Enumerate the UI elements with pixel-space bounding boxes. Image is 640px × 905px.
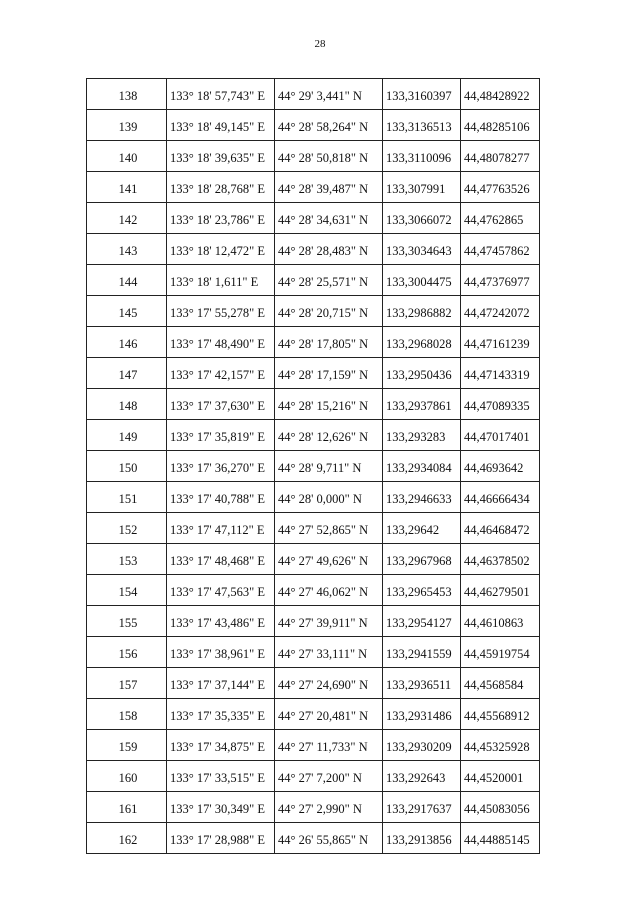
table-row (87, 513, 540, 544)
longitude-decimal-cell: 133,2917637 (383, 792, 461, 823)
latitude-dms-cell: 44° 27' 39,911" N (275, 606, 383, 637)
latitude-decimal-cell: 44,45083056 (461, 792, 540, 823)
longitude-decimal-cell: 133,3136513 (383, 110, 461, 141)
latitude-dms-cell: 44° 28' 25,571" N (275, 265, 383, 296)
longitude-dms-cell: 133° 18' 28,768" E (167, 172, 275, 203)
longitude-decimal-cell: 133,293283 (383, 420, 461, 451)
latitude-dms-cell: 44° 27' 49,626" N (275, 544, 383, 575)
point-number-cell: 144 (87, 265, 167, 296)
longitude-dms-cell: 133° 18' 49,145" E (167, 110, 275, 141)
longitude-dms-cell: 133° 18' 23,786" E (167, 203, 275, 234)
latitude-decimal-cell: 44,46666434 (461, 482, 540, 513)
latitude-dms-cell: 44° 28' 9,711" N (275, 451, 383, 482)
table-row (87, 389, 540, 420)
longitude-decimal-cell: 133,2941559 (383, 637, 461, 668)
latitude-decimal-cell: 44,45325928 (461, 730, 540, 761)
longitude-dms-cell: 133° 17' 30,349" E (167, 792, 275, 823)
latitude-decimal-cell: 44,4762865 (461, 203, 540, 234)
latitude-dms-cell: 44° 28' 34,631" N (275, 203, 383, 234)
latitude-decimal-cell: 44,46378502 (461, 544, 540, 575)
longitude-dms-cell: 133° 17' 42,157" E (167, 358, 275, 389)
longitude-decimal-cell: 133,2968028 (383, 327, 461, 358)
longitude-decimal-cell: 133,2954127 (383, 606, 461, 637)
latitude-decimal-cell: 44,45919754 (461, 637, 540, 668)
table-row (87, 451, 540, 482)
longitude-decimal-cell: 133,2986882 (383, 296, 461, 327)
longitude-dms-cell: 133° 18' 39,635" E (167, 141, 275, 172)
latitude-dms-cell: 44° 27' 33,111" N (275, 637, 383, 668)
latitude-decimal-cell: 44,47242072 (461, 296, 540, 327)
point-number-cell: 151 (87, 482, 167, 513)
latitude-dms-cell: 44° 27' 24,690" N (275, 668, 383, 699)
latitude-decimal-cell: 44,44885145 (461, 823, 540, 854)
latitude-decimal-cell: 44,46468472 (461, 513, 540, 544)
table-row (87, 358, 540, 389)
table-row (87, 110, 540, 141)
longitude-dms-cell: 133° 17' 43,486" E (167, 606, 275, 637)
latitude-decimal-cell: 44,47089335 (461, 389, 540, 420)
latitude-dms-cell: 44° 28' 20,715" N (275, 296, 383, 327)
longitude-decimal-cell: 133,3110096 (383, 141, 461, 172)
latitude-decimal-cell: 44,47161239 (461, 327, 540, 358)
point-number-cell: 138 (87, 79, 167, 110)
page-number: 28 (314, 38, 326, 50)
point-number-cell: 147 (87, 358, 167, 389)
table-row (87, 637, 540, 668)
latitude-decimal-cell: 44,47763526 (461, 172, 540, 203)
longitude-dms-cell: 133° 17' 35,335" E (167, 699, 275, 730)
table-row (87, 606, 540, 637)
latitude-dms-cell: 44° 28' 50,818" N (275, 141, 383, 172)
table-row (87, 296, 540, 327)
longitude-decimal-cell: 133,2950436 (383, 358, 461, 389)
longitude-decimal-cell: 133,3034643 (383, 234, 461, 265)
longitude-decimal-cell: 133,3066072 (383, 203, 461, 234)
latitude-dms-cell: 44° 27' 2,990" N (275, 792, 383, 823)
longitude-decimal-cell: 133,2931486 (383, 699, 461, 730)
latitude-dms-cell: 44° 28' 58,264" N (275, 110, 383, 141)
table-row (87, 203, 540, 234)
latitude-decimal-cell: 44,48285106 (461, 110, 540, 141)
longitude-dms-cell: 133° 17' 47,563" E (167, 575, 275, 606)
latitude-decimal-cell: 44,4693642 (461, 451, 540, 482)
table-row (87, 141, 540, 172)
table-row (87, 792, 540, 823)
latitude-decimal-cell: 44,48078277 (461, 141, 540, 172)
point-number-cell: 145 (87, 296, 167, 327)
latitude-decimal-cell: 44,4520001 (461, 761, 540, 792)
point-number-cell: 150 (87, 451, 167, 482)
latitude-dms-cell: 44° 28' 17,159" N (275, 358, 383, 389)
table-row (87, 575, 540, 606)
longitude-dms-cell: 133° 17' 40,788" E (167, 482, 275, 513)
longitude-dms-cell: 133° 17' 34,875" E (167, 730, 275, 761)
latitude-decimal-cell: 44,48428922 (461, 79, 540, 110)
latitude-dms-cell: 44° 28' 0,000" N (275, 482, 383, 513)
latitude-dms-cell: 44° 28' 15,216" N (275, 389, 383, 420)
latitude-dms-cell: 44° 27' 11,733" N (275, 730, 383, 761)
longitude-decimal-cell: 133,2936511 (383, 668, 461, 699)
latitude-decimal-cell: 44,45568912 (461, 699, 540, 730)
point-number-cell: 141 (87, 172, 167, 203)
latitude-dms-cell: 44° 26' 55,865" N (275, 823, 383, 854)
point-number-cell: 152 (87, 513, 167, 544)
point-number-cell: 148 (87, 389, 167, 420)
table-row (87, 668, 540, 699)
longitude-dms-cell: 133° 17' 48,490" E (167, 327, 275, 358)
longitude-decimal-cell: 133,2965453 (383, 575, 461, 606)
table-row (87, 544, 540, 575)
coordinates-table (86, 78, 540, 854)
latitude-dms-cell: 44° 29' 3,441" N (275, 79, 383, 110)
table-row (87, 234, 540, 265)
table-row (87, 823, 540, 854)
longitude-decimal-cell: 133,2946633 (383, 482, 461, 513)
longitude-dms-cell: 133° 18' 12,472" E (167, 234, 275, 265)
longitude-dms-cell: 133° 17' 36,270" E (167, 451, 275, 482)
point-number-cell: 155 (87, 606, 167, 637)
longitude-dms-cell: 133° 17' 47,112" E (167, 513, 275, 544)
point-number-cell: 156 (87, 637, 167, 668)
latitude-decimal-cell: 44,4568584 (461, 668, 540, 699)
point-number-cell: 154 (87, 575, 167, 606)
latitude-dms-cell: 44° 28' 17,805" N (275, 327, 383, 358)
point-number-cell: 159 (87, 730, 167, 761)
point-number-cell: 143 (87, 234, 167, 265)
point-number-cell: 162 (87, 823, 167, 854)
table-row (87, 699, 540, 730)
table-row (87, 265, 540, 296)
longitude-decimal-cell: 133,2930209 (383, 730, 461, 761)
longitude-dms-cell: 133° 17' 28,988" E (167, 823, 275, 854)
table-row (87, 761, 540, 792)
latitude-dms-cell: 44° 27' 46,062" N (275, 575, 383, 606)
longitude-decimal-cell: 133,3004475 (383, 265, 461, 296)
table-row (87, 730, 540, 761)
latitude-dms-cell: 44° 27' 20,481" N (275, 699, 383, 730)
longitude-dms-cell: 133° 18' 57,743" E (167, 79, 275, 110)
longitude-decimal-cell: 133,2934084 (383, 451, 461, 482)
longitude-decimal-cell: 133,307991 (383, 172, 461, 203)
latitude-dms-cell: 44° 28' 39,487" N (275, 172, 383, 203)
point-number-cell: 153 (87, 544, 167, 575)
table-row (87, 327, 540, 358)
latitude-decimal-cell: 44,47457862 (461, 234, 540, 265)
latitude-decimal-cell: 44,47376977 (461, 265, 540, 296)
longitude-dms-cell: 133° 17' 35,819" E (167, 420, 275, 451)
table-row (87, 482, 540, 513)
longitude-dms-cell: 133° 17' 38,961" E (167, 637, 275, 668)
point-number-cell: 161 (87, 792, 167, 823)
point-number-cell: 140 (87, 141, 167, 172)
point-number-cell: 157 (87, 668, 167, 699)
latitude-decimal-cell: 44,47143319 (461, 358, 540, 389)
point-number-cell: 158 (87, 699, 167, 730)
latitude-decimal-cell: 44,46279501 (461, 575, 540, 606)
longitude-decimal-cell: 133,29642 (383, 513, 461, 544)
point-number-cell: 142 (87, 203, 167, 234)
longitude-dms-cell: 133° 17' 37,630" E (167, 389, 275, 420)
latitude-decimal-cell: 44,4610863 (461, 606, 540, 637)
longitude-decimal-cell: 133,292643 (383, 761, 461, 792)
longitude-decimal-cell: 133,3160397 (383, 79, 461, 110)
latitude-dms-cell: 44° 28' 28,483" N (275, 234, 383, 265)
point-number-cell: 149 (87, 420, 167, 451)
latitude-dms-cell: 44° 27' 52,865" N (275, 513, 383, 544)
longitude-dms-cell: 133° 17' 55,278" E (167, 296, 275, 327)
longitude-dms-cell: 133° 17' 48,468" E (167, 544, 275, 575)
longitude-dms-cell: 133° 18' 1,611" E (167, 265, 275, 296)
longitude-dms-cell: 133° 17' 33,515" E (167, 761, 275, 792)
table-row (87, 172, 540, 203)
point-number-cell: 139 (87, 110, 167, 141)
table-row (87, 79, 540, 110)
latitude-dms-cell: 44° 27' 7,200" N (275, 761, 383, 792)
point-number-cell: 146 (87, 327, 167, 358)
point-number-cell: 160 (87, 761, 167, 792)
longitude-decimal-cell: 133,2967968 (383, 544, 461, 575)
table-row (87, 420, 540, 451)
latitude-decimal-cell: 44,47017401 (461, 420, 540, 451)
longitude-dms-cell: 133° 17' 37,144" E (167, 668, 275, 699)
latitude-dms-cell: 44° 28' 12,626" N (275, 420, 383, 451)
longitude-decimal-cell: 133,2937861 (383, 389, 461, 420)
longitude-decimal-cell: 133,2913856 (383, 823, 461, 854)
